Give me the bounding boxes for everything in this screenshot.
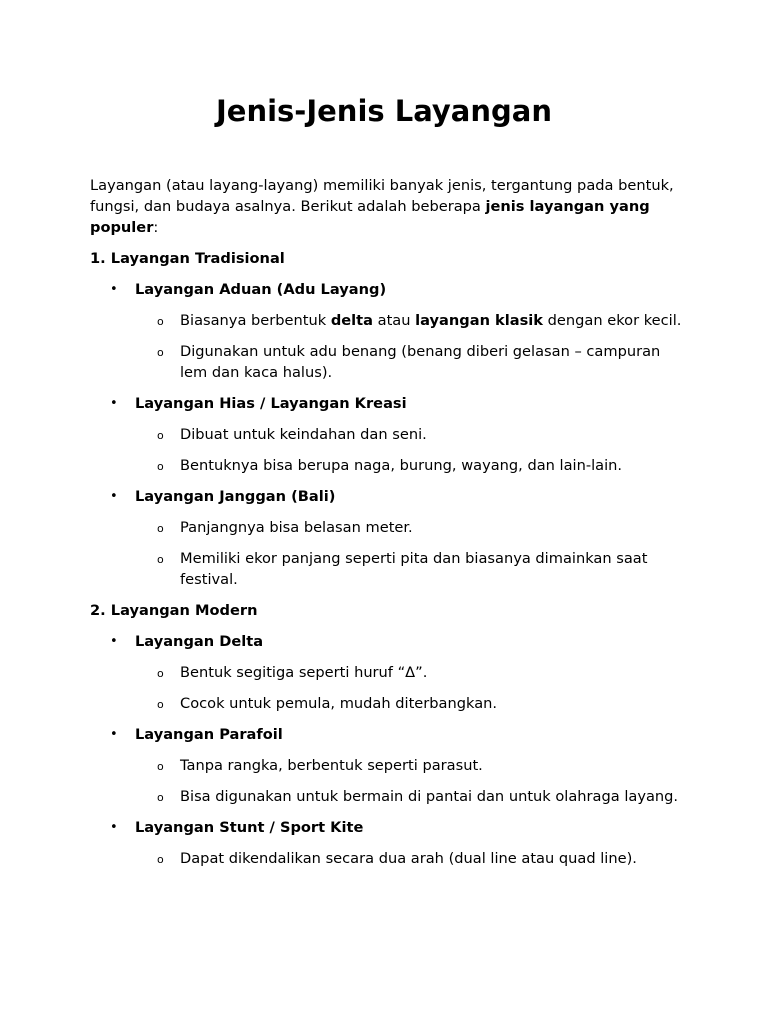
intro-text: Layangan (atau layang-layang) memiliki banyak jenis, tergantung pada bentuk, fungsi, dan budaya asalnya. Berikut adalah beberapa xyxy=(90,177,674,215)
item-title: Layangan Hias / Layangan Kreasi xyxy=(135,395,407,412)
sub-list-item xyxy=(135,786,690,807)
sub-list-item xyxy=(135,693,690,714)
sub-list xyxy=(135,662,690,714)
bullet-icon: • xyxy=(110,396,118,411)
sub-bullet-icon: o xyxy=(157,346,164,359)
sub-list xyxy=(135,755,690,807)
sub-list-item xyxy=(135,548,690,590)
point-text: Panjangnya bisa belasan meter. xyxy=(180,519,413,536)
sub-list-item xyxy=(135,310,690,331)
intro-colon: : xyxy=(153,219,159,236)
list-item xyxy=(90,279,690,383)
sub-bullet-icon: o xyxy=(157,791,164,804)
point-text: Biasanya berbentuk xyxy=(180,312,331,329)
sub-bullet-icon: o xyxy=(157,460,164,473)
item-list xyxy=(90,631,690,869)
point-text: dengan ekor kecil. xyxy=(543,312,682,329)
point-text: Bentuk segitiga seperti huruf “Δ”. xyxy=(180,664,428,681)
sub-list-item xyxy=(135,341,690,383)
sub-list-item xyxy=(135,455,690,476)
sub-bullet-icon: o xyxy=(157,760,164,773)
list-item xyxy=(90,486,690,590)
point-text: Tanpa rangka, berbentuk seperti parasut. xyxy=(180,757,483,774)
list-item xyxy=(90,724,690,807)
bullet-icon: • xyxy=(110,489,118,504)
point-text: Digunakan untuk adu benang (benang diberi gelasan – campuran lem dan kaca halus). xyxy=(180,343,661,381)
sub-bullet-icon: o xyxy=(157,853,164,866)
item-title: Layangan Parafoil xyxy=(135,726,283,743)
section-heading: 1. Layangan Tradisional xyxy=(90,250,285,267)
item-title: Layangan Janggan (Bali) xyxy=(135,488,336,505)
point-text: Bentuknya bisa berupa naga, burung, wayang, dan lain-lain. xyxy=(180,457,623,474)
sub-bullet-icon: o xyxy=(157,315,164,328)
list-item xyxy=(90,631,690,714)
document-body xyxy=(90,175,690,879)
sub-bullet-icon: o xyxy=(157,553,164,566)
sub-list-item xyxy=(135,848,690,869)
sub-bullet-icon: o xyxy=(157,429,164,442)
sub-list-item xyxy=(135,517,690,538)
point-text: Cocok untuk pemula, mudah diterbangkan. xyxy=(180,695,498,712)
section-heading: 2. Layangan Modern xyxy=(90,602,258,619)
sub-list xyxy=(135,848,690,869)
sub-bullet-icon: o xyxy=(157,522,164,535)
point-text: Memiliki ekor panjang seperti pita dan biasanya dimainkan saat festival. xyxy=(180,550,648,588)
bullet-icon: • xyxy=(110,820,118,835)
item-title: Layangan Aduan (Adu Layang) xyxy=(135,281,387,298)
point-text: Dibuat untuk keindahan dan seni. xyxy=(180,426,427,443)
document-title: Jenis-Jenis Layangan xyxy=(216,94,552,128)
bullet-icon: • xyxy=(110,727,118,742)
point-bold-text: delta xyxy=(330,312,373,329)
sub-list-item xyxy=(135,662,690,683)
sub-list xyxy=(135,424,690,476)
sub-bullet-icon: o xyxy=(157,667,164,680)
bullet-icon: • xyxy=(110,634,118,649)
sub-list-item xyxy=(135,424,690,445)
bullet-icon: • xyxy=(110,282,118,297)
point-text: Dapat dikendalikan secara dua arah (dual line atau quad line). xyxy=(180,850,637,867)
sub-bullet-icon: o xyxy=(157,698,164,711)
point-bold-text: layangan klasik xyxy=(415,312,544,329)
item-list xyxy=(90,279,690,590)
point-text: atau xyxy=(373,312,416,329)
item-title: Layangan Stunt / Sport Kite xyxy=(135,819,364,836)
item-title: Layangan Delta xyxy=(135,633,264,650)
sub-list xyxy=(135,310,690,383)
sub-list xyxy=(135,517,690,590)
list-item xyxy=(90,817,690,869)
point-text: Bisa digunakan untuk bermain di pantai dan untuk olahraga layang. xyxy=(180,788,679,805)
sub-list-item xyxy=(135,755,690,776)
intro-paragraph xyxy=(90,175,690,238)
list-item xyxy=(90,393,690,476)
intro-bold-text: jenis layangan yang populer xyxy=(90,198,650,236)
